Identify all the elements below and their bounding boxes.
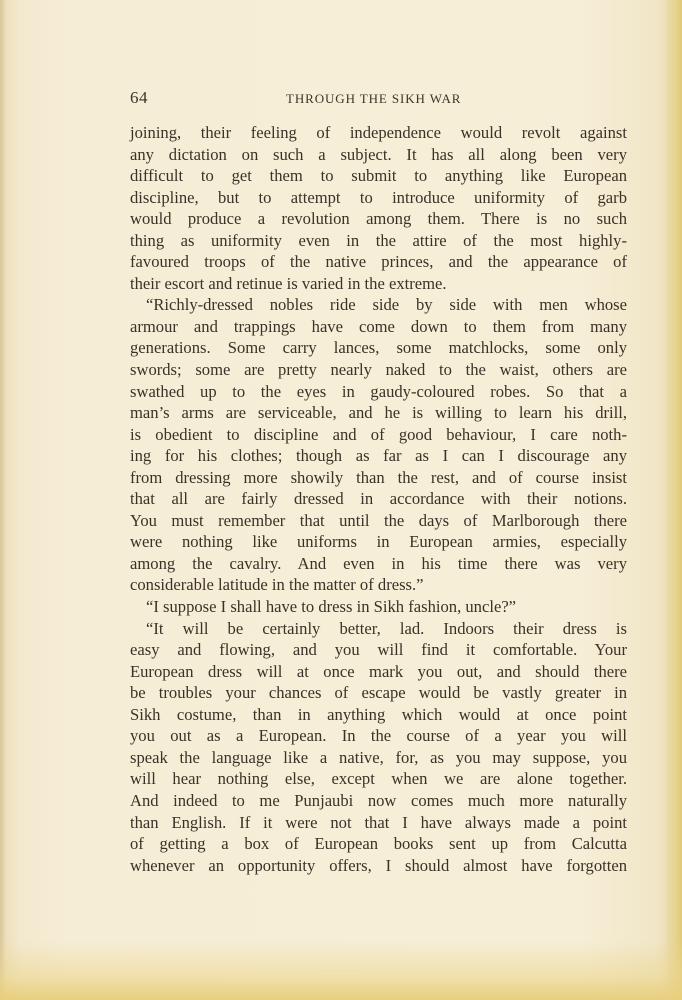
running-head: THROUGH THE SIKH WAR bbox=[286, 91, 462, 106]
text-line: from dressing more showily than the rest, and of course insist bbox=[130, 467, 627, 487]
text-line: And indeed to me Punjaubi now comes much more naturally bbox=[130, 790, 627, 810]
text-line: Sikh costume, than in anything which would at once point bbox=[130, 704, 627, 724]
page-header bbox=[130, 88, 627, 108]
page-left-shadow bbox=[0, 0, 6, 1000]
text-line: be troubles your chances of escape would be vastly greater in bbox=[130, 683, 627, 703]
text-line: any dictation on such a subject. It has all along been very bbox=[130, 144, 627, 164]
page-number: 64 bbox=[130, 88, 148, 107]
text-line: considerable latitude in the matter of dress.” bbox=[130, 575, 424, 595]
text-line: of getting a box of European books sent up from Calcutta bbox=[130, 834, 627, 854]
text-line: armour and trappings have come down to them from many bbox=[130, 316, 627, 336]
text-line: man’s arms are serviceable, and he is willing to learn his drill, bbox=[130, 403, 627, 423]
text-line: were nothing like uniforms in European armies, especially bbox=[130, 532, 627, 552]
text-line: whenever an opportunity offers, I should almost have forgotten bbox=[130, 855, 627, 875]
text-line: ing for his clothes; though as far as I can I discourage any bbox=[130, 446, 627, 466]
text-line: is obedient to discipline and of good behaviour, I care noth- bbox=[130, 424, 627, 444]
text-line: “It will be certainly better, lad. Indoors their dress is bbox=[146, 618, 627, 638]
page-right-edge bbox=[664, 0, 682, 1000]
text-line: swords; some are pretty nearly naked to the waist, others are bbox=[130, 360, 627, 380]
text-line: that all are fairly dressed in accordance with their notions. bbox=[130, 489, 627, 509]
text-line: European dress will at once mark you out, and should there bbox=[130, 661, 627, 681]
page-bottom-edge bbox=[0, 940, 682, 1000]
text-line: thing as uniformity even in the attire of the most highly- bbox=[130, 230, 627, 250]
text-line: among the cavalry. And even in his time there was very bbox=[130, 553, 627, 573]
text-line: You must remember that until the days of Marlborough there bbox=[130, 510, 627, 530]
text-line: discipline, but to attempt to introduce uniformity of garb bbox=[130, 187, 627, 207]
text-line: their escort and retinue is varied in the extreme. bbox=[130, 273, 447, 293]
text-line: speak the language like a native, for, as you may suppose, you bbox=[130, 747, 627, 767]
text-line: joining, their feeling of independence would revolt against bbox=[130, 123, 627, 142]
text-line: you out as a European. In the course of a year you will bbox=[130, 726, 627, 746]
text-line: would produce a revolution among them. There is no such bbox=[130, 209, 627, 229]
text-line: generations. Some carry lances, some matchlocks, some only bbox=[130, 338, 627, 358]
text-line: than English. If it were not that I have always made a point bbox=[130, 812, 627, 832]
text-line: easy and flowing, and you will find it comfortable. Your bbox=[130, 640, 627, 660]
text-line: swathed up to the eyes in gaudy-coloured robes. So that a bbox=[130, 381, 627, 401]
text-line: will hear nothing else, except when we are alone together. bbox=[130, 769, 627, 789]
text-line: difficult to get them to submit to anything like European bbox=[130, 166, 627, 186]
text-line: favoured troops of the native princes, and the appearance of bbox=[130, 252, 627, 272]
text-line: “I suppose I shall have to dress in Sikh fashion, uncle?” bbox=[146, 597, 517, 617]
text-line: “Richly-dressed nobles ride side by side with men whose bbox=[146, 295, 627, 315]
body-text bbox=[130, 122, 627, 876]
